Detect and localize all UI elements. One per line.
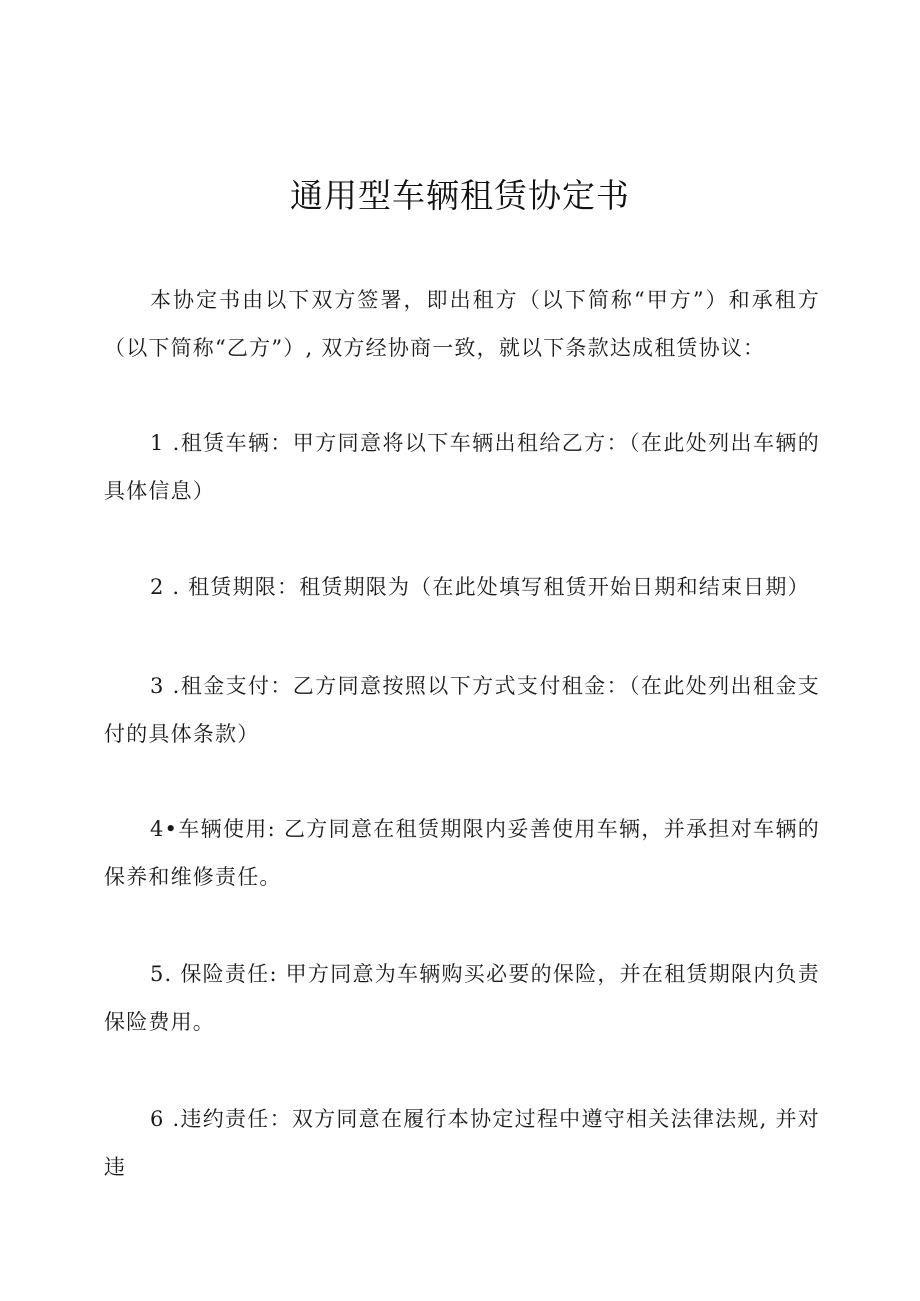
clause-1-rental-vehicle: 1 .租赁车辆：甲方同意将以下车辆出租给乙方：（在此处列出车辆的具体信息） [104, 431, 820, 503]
clause-4-vehicle-use: 4•车辆使用: 乙方同意在租赁期限内妥善使用车辆，并承担对车辆的保养和维修责任。 [104, 817, 820, 889]
clause-2-rental-term: 2 . 租赁期限：租赁期限为（在此处填写租赁开始日期和结束日期） [150, 575, 810, 599]
clause-6-breach-liability: 6 .违约责任：双方同意在履行本协定过程中遵守相关法律法规, 并对违 [104, 1107, 820, 1179]
clause-5-insurance: 5. 保险责任: 甲方同意为车辆购买必要的保险，并在租赁期限内负责保险费用。 [104, 962, 820, 1034]
clause-3-rent-payment: 3 .租金支付：乙方同意按照以下方式支付租金：（在此处列出租金支付的具体条款） [104, 674, 820, 746]
document-title: 通用型车辆租赁协定书 [290, 176, 630, 215]
intro-paragraph: 本协定书由以下双方签署，即出租方（以下简称“甲方”）和承租方（以下简称“乙方”）, 双方经协商一致，就以下条款达成租赁协议： [104, 288, 820, 360]
